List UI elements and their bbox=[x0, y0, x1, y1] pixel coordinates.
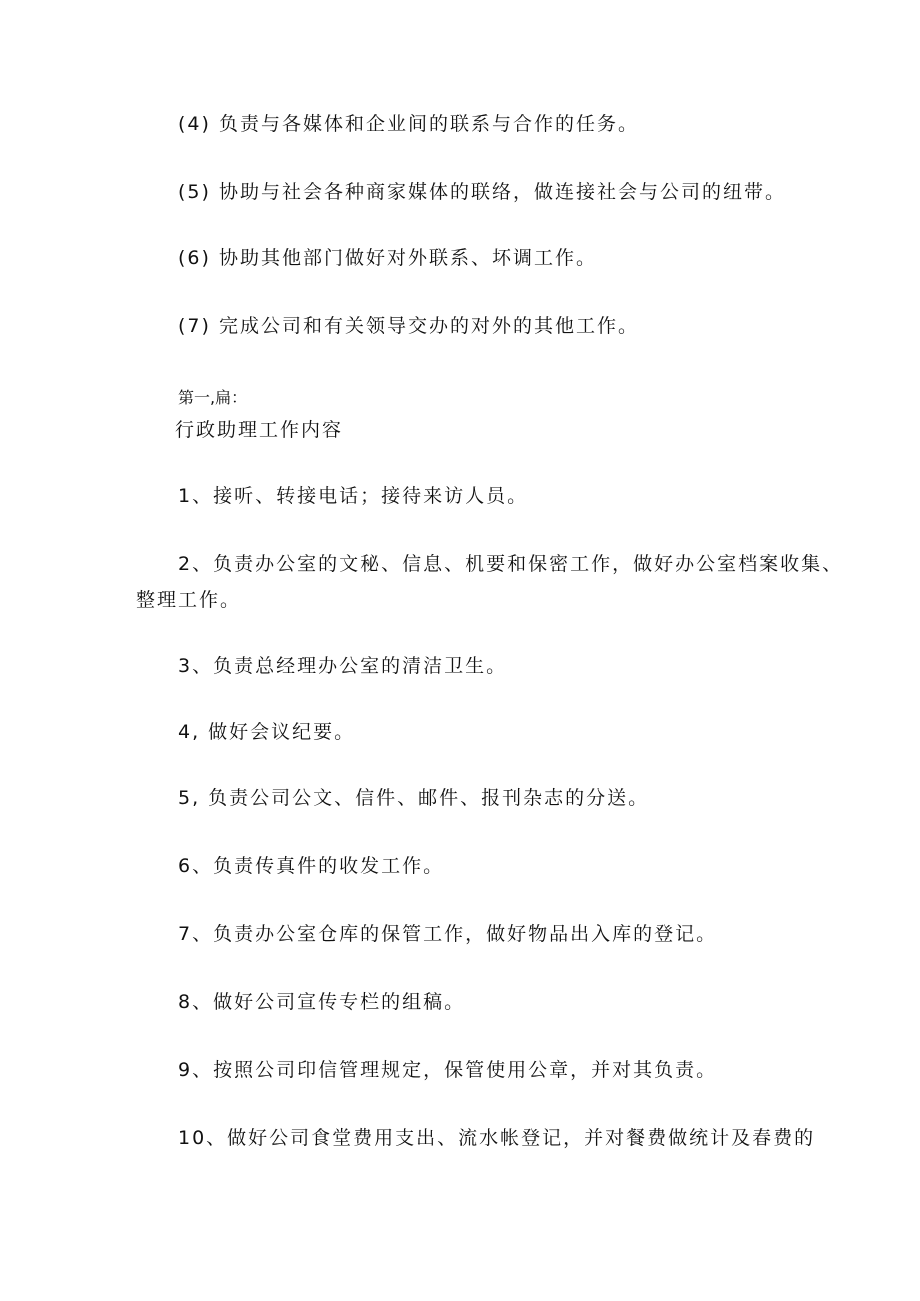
section-label: 第一,扁： bbox=[178, 388, 248, 407]
item-8: 8、做好公司宣传专栏的组稿。 bbox=[178, 991, 466, 1013]
item-7: 7、负责办公室仓库的保管工作，做好物品出入库的登记。 bbox=[178, 923, 718, 945]
item-2-line-1: 2、负责办公室的文秘、信息、机要和保密工作，做好办公室档案收集、 bbox=[178, 553, 844, 575]
item-9: 9、按照公司印信管理规定，保管使用公章，并对其负责。 bbox=[178, 1059, 718, 1081]
paragraph-6: (6) 协助其他部门做好对外联系、坏调工作。 bbox=[178, 247, 597, 269]
item-10: 10、做好公司食堂费用支出、流水帐登记，并对餐费做统计及春费的 bbox=[178, 1127, 816, 1149]
paragraph-4: (4) 负责与各媒体和企业间的联系与合作的任务。 bbox=[178, 113, 639, 135]
paragraph-5: (5) 协助与社会各种商家媒体的联络，做连接社会与公司的纽带。 bbox=[178, 181, 786, 203]
item-2-line-2: 整理工作。 bbox=[136, 589, 242, 611]
item-3: 3、负责总经理办公室的清洁卫生。 bbox=[178, 655, 508, 677]
section-title: 行政助理工作内容 bbox=[175, 419, 344, 441]
item-1: 1、接听、转接电话；接待来访人员。 bbox=[178, 485, 529, 507]
item-4: 4, 做好会议纪要。 bbox=[178, 721, 356, 743]
item-6: 6、负责传真件的收发工作。 bbox=[178, 855, 445, 877]
item-5: 5, 负责公司公文、信件、邮件、报刊杂志的分送。 bbox=[178, 787, 650, 809]
paragraph-7: (7) 完成公司和有关领导交办的对外的其他工作。 bbox=[178, 315, 639, 337]
